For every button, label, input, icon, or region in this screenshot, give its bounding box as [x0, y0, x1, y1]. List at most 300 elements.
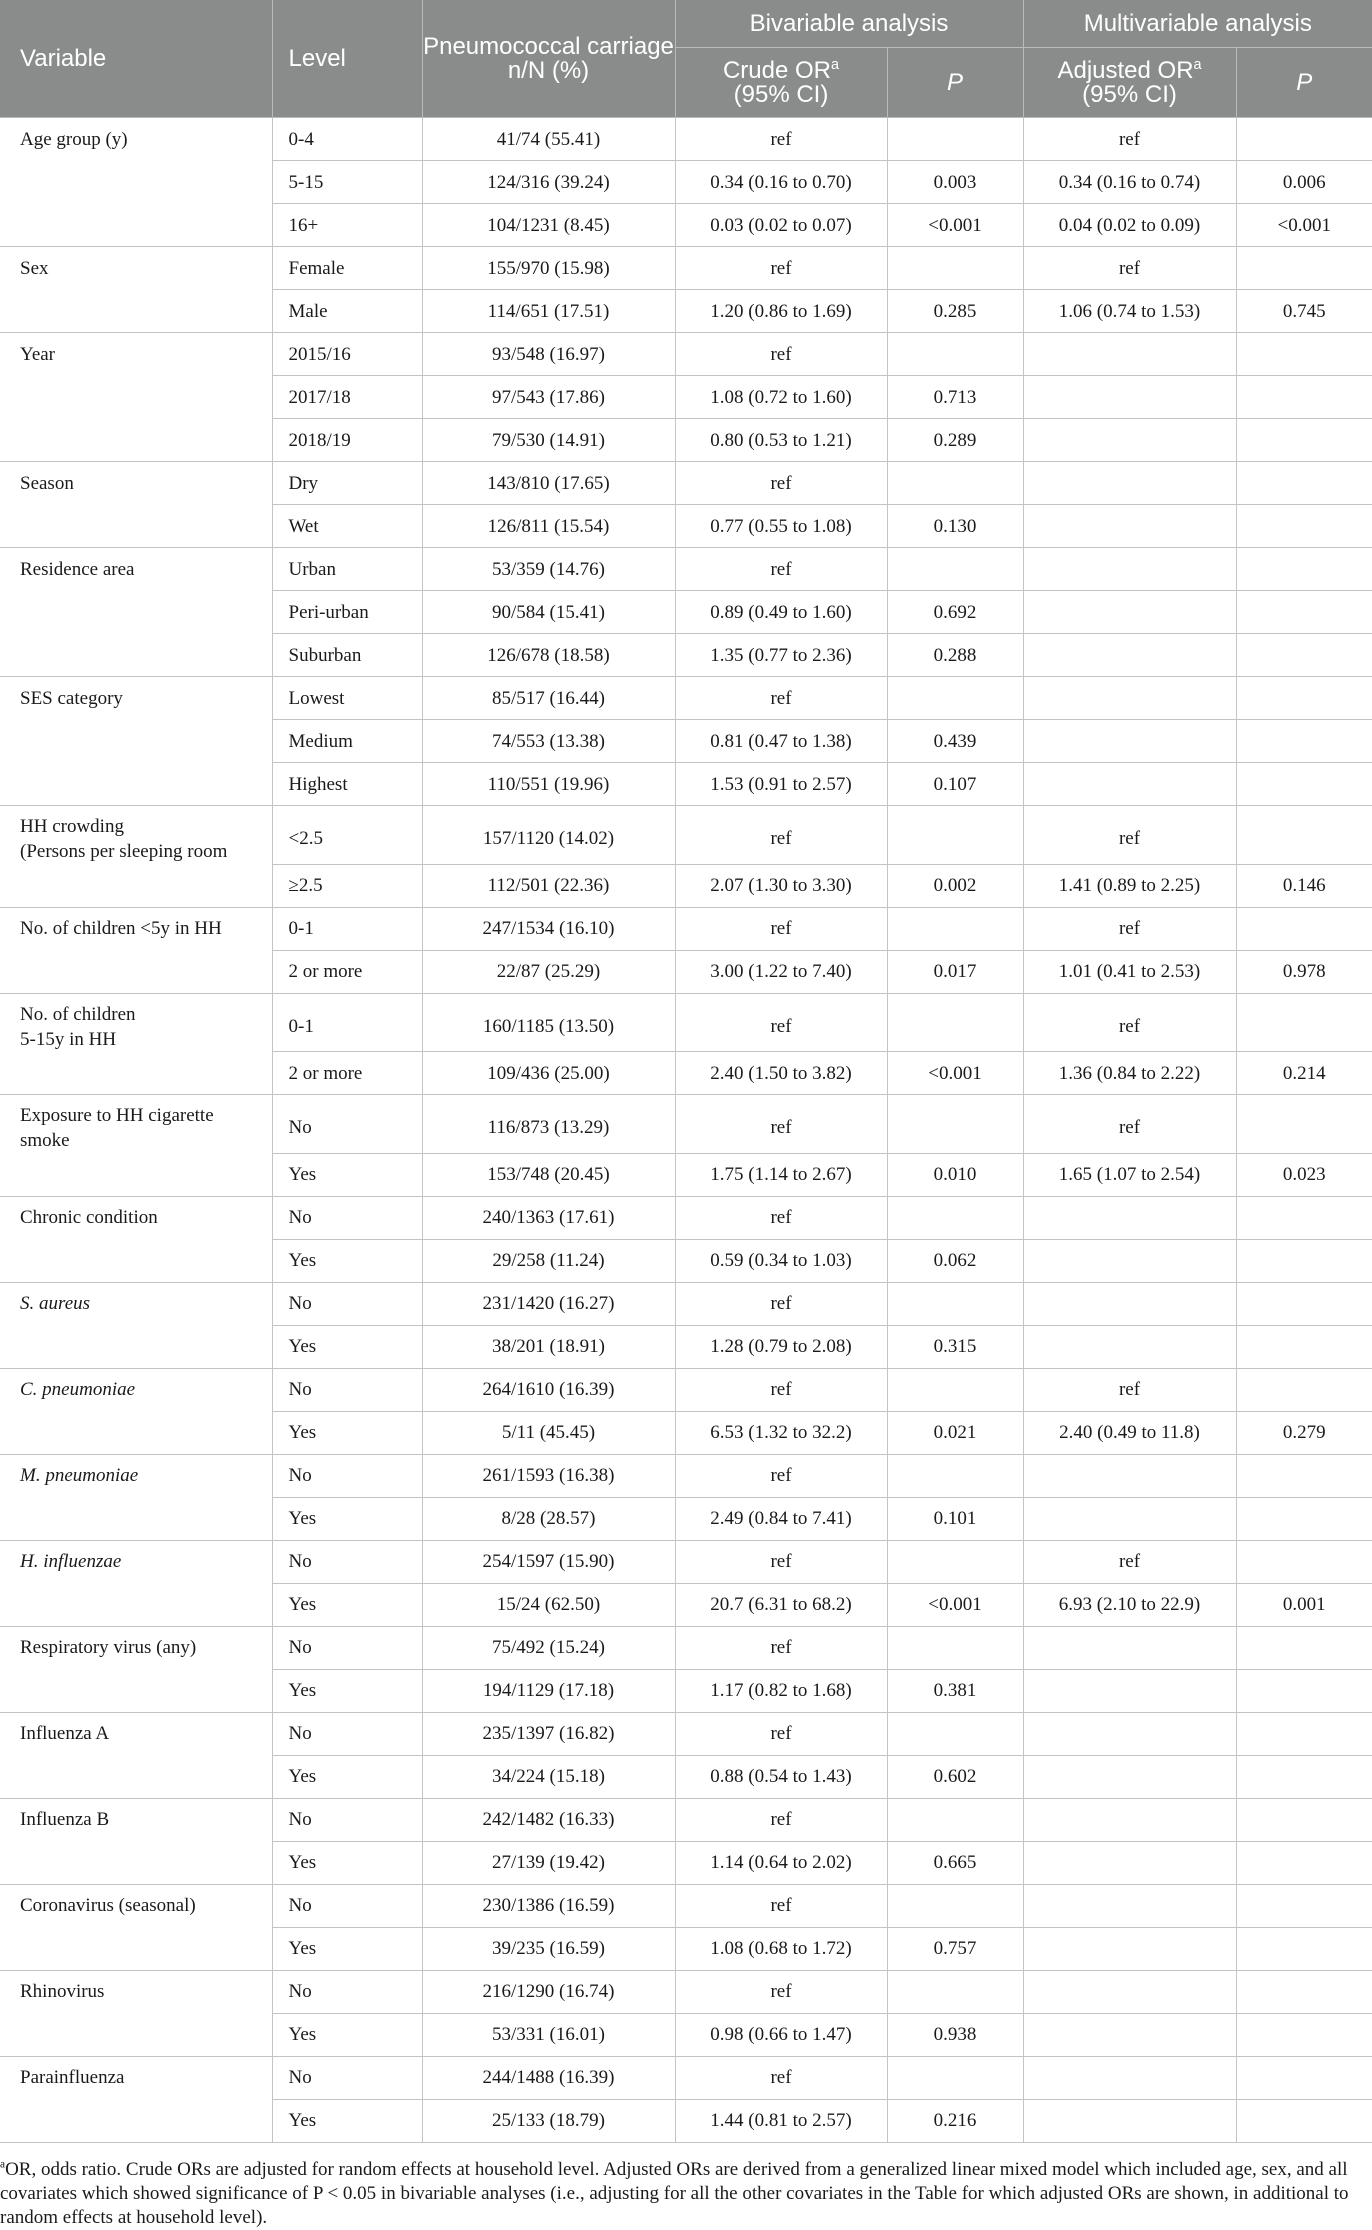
table-row	[0, 548, 1372, 591]
cell-crude-or: 1.14 (0.64 to 2.02)	[675, 1841, 887, 1884]
cell-p-multivariable: 0.001	[1236, 1583, 1372, 1626]
cell-adjusted-or: ref	[1023, 1095, 1236, 1154]
cell-p-bivariable	[887, 1095, 1023, 1154]
cell-carriage: 41/74 (55.41)	[422, 118, 675, 161]
cell-carriage: 261/1593 (16.38)	[422, 1454, 675, 1497]
cell-p-multivariable	[1236, 1669, 1372, 1712]
variable-label: C. pneumoniae	[20, 1379, 136, 1401]
cell-p-bivariable	[887, 462, 1023, 505]
cell-p-multivariable: 0.146	[1236, 864, 1372, 907]
cell-p-multivariable	[1236, 1798, 1372, 1841]
cell-level: No	[272, 1884, 422, 1927]
cell-crude-or: 1.08 (0.72 to 1.60)	[675, 376, 887, 419]
cell-p-multivariable	[1236, 1970, 1372, 2013]
cell-p-multivariable: 0.279	[1236, 1411, 1372, 1454]
cell-p-multivariable	[1236, 806, 1372, 865]
cell-level: Yes	[272, 1497, 422, 1540]
cell-level: No	[272, 1454, 422, 1497]
adjusted-or-ci: (95% CI)	[1082, 80, 1177, 108]
cell-p-multivariable	[1236, 462, 1372, 505]
cell-p-bivariable: 0.439	[887, 720, 1023, 763]
header-p-multivariable: P	[1236, 48, 1372, 118]
table-row	[0, 1282, 1372, 1325]
cell-variable	[0, 376, 272, 419]
cell-carriage: 230/1386 (16.59)	[422, 1884, 675, 1927]
cell-adjusted-or	[1023, 1970, 1236, 2013]
cell-p-multivariable	[1236, 1196, 1372, 1239]
cell-p-bivariable: 0.315	[887, 1325, 1023, 1368]
crude-or-sup: a	[831, 56, 840, 73]
footnote	[0, 2158, 1372, 2230]
cell-carriage: 15/24 (62.50)	[422, 1583, 675, 1626]
cell-carriage: 85/517 (16.44)	[422, 677, 675, 720]
cell-variable	[0, 1755, 272, 1798]
cell-adjusted-or	[1023, 2013, 1236, 2056]
cell-p-multivariable	[1236, 247, 1372, 290]
cell-variable	[0, 993, 272, 1052]
cell-crude-or: 20.7 (6.31 to 68.2)	[675, 1583, 887, 1626]
cell-variable	[0, 419, 272, 462]
cell-variable	[0, 1239, 272, 1282]
cell-variable	[0, 247, 272, 290]
cell-carriage: 90/584 (15.41)	[422, 591, 675, 634]
cell-variable	[0, 634, 272, 677]
cell-variable	[0, 462, 272, 505]
table-row	[0, 1755, 1372, 1798]
cell-p-bivariable	[887, 118, 1023, 161]
table-row	[0, 1798, 1372, 1841]
cell-p-multivariable: 0.745	[1236, 290, 1372, 333]
cell-adjusted-or: ref	[1023, 1368, 1236, 1411]
cell-p-bivariable: 0.002	[887, 864, 1023, 907]
adjusted-or-sup: a	[1193, 56, 1202, 73]
cell-carriage: 38/201 (18.91)	[422, 1325, 675, 1368]
cell-crude-or: ref	[675, 1095, 887, 1154]
cell-p-bivariable: 0.010	[887, 1153, 1023, 1196]
cell-carriage: 194/1129 (17.18)	[422, 1669, 675, 1712]
table-row	[0, 1841, 1372, 1884]
cell-level: Yes	[272, 1669, 422, 1712]
cell-adjusted-or	[1023, 1884, 1236, 1927]
cell-p-bivariable	[887, 1970, 1023, 2013]
table-row	[0, 993, 1372, 1052]
cell-crude-or: ref	[675, 1282, 887, 1325]
cell-crude-or: ref	[675, 1540, 887, 1583]
cell-variable	[0, 1626, 272, 1669]
cell-crude-or: ref	[675, 1712, 887, 1755]
cell-crude-or: ref	[675, 1454, 887, 1497]
variable-label: Influenza B	[20, 1809, 110, 1831]
cell-crude-or: ref	[675, 1626, 887, 1669]
cell-variable	[0, 950, 272, 993]
cell-p-bivariable: 0.285	[887, 290, 1023, 333]
cell-adjusted-or: ref	[1023, 993, 1236, 1052]
table-row	[0, 462, 1372, 505]
table-row	[0, 2056, 1372, 2099]
cell-p-multivariable	[1236, 376, 1372, 419]
header-level: Level	[272, 0, 422, 118]
cell-p-bivariable	[887, 247, 1023, 290]
cell-crude-or: 2.49 (0.84 to 7.41)	[675, 1497, 887, 1540]
cell-carriage: 216/1290 (16.74)	[422, 1970, 675, 2013]
cell-variable	[0, 2099, 272, 2142]
cell-level: 0-1	[272, 993, 422, 1052]
cell-adjusted-or: 1.36 (0.84 to 2.22)	[1023, 1052, 1236, 1095]
cell-variable	[0, 1497, 272, 1540]
cell-adjusted-or	[1023, 1196, 1236, 1239]
table-row	[0, 677, 1372, 720]
table-row	[0, 1325, 1372, 1368]
cell-level: Peri-urban	[272, 591, 422, 634]
variable-label-line2: (Persons per sleeping room	[20, 841, 228, 862]
cell-carriage: 29/258 (11.24)	[422, 1239, 675, 1282]
cell-p-bivariable: <0.001	[887, 1052, 1023, 1095]
cell-p-multivariable: <0.001	[1236, 204, 1372, 247]
cell-crude-or: ref	[675, 2056, 887, 2099]
cell-level: No	[272, 1970, 422, 2013]
cell-carriage: 5/11 (45.45)	[422, 1411, 675, 1454]
cell-level: No	[272, 2056, 422, 2099]
cell-p-bivariable	[887, 1712, 1023, 1755]
cell-p-bivariable	[887, 1884, 1023, 1927]
cell-adjusted-or: ref	[1023, 118, 1236, 161]
table-row	[0, 1095, 1372, 1154]
cell-p-multivariable	[1236, 2099, 1372, 2142]
table-row	[0, 204, 1372, 247]
cell-carriage: 116/873 (13.29)	[422, 1095, 675, 1154]
cell-crude-or: ref	[675, 247, 887, 290]
cell-p-multivariable	[1236, 1095, 1372, 1154]
table-row	[0, 950, 1372, 993]
cell-p-bivariable	[887, 677, 1023, 720]
cell-crude-or: ref	[675, 1196, 887, 1239]
cell-carriage: 264/1610 (16.39)	[422, 1368, 675, 1411]
cell-variable	[0, 161, 272, 204]
cell-adjusted-or	[1023, 376, 1236, 419]
cell-carriage: 97/543 (17.86)	[422, 376, 675, 419]
cell-crude-or: 1.53 (0.91 to 2.57)	[675, 763, 887, 806]
cell-crude-or: 6.53 (1.32 to 32.2)	[675, 1411, 887, 1454]
cell-variable	[0, 1052, 272, 1095]
table-row	[0, 1239, 1372, 1282]
cell-level: No	[272, 1540, 422, 1583]
cell-p-multivariable	[1236, 1239, 1372, 1282]
variable-label: Parainfluenza	[20, 2067, 125, 2089]
cell-variable	[0, 864, 272, 907]
cell-adjusted-or	[1023, 1712, 1236, 1755]
cell-level: Highest	[272, 763, 422, 806]
table-row	[0, 1669, 1372, 1712]
cell-p-multivariable	[1236, 1368, 1372, 1411]
table-row	[0, 1411, 1372, 1454]
cell-p-bivariable	[887, 907, 1023, 950]
cell-crude-or: ref	[675, 993, 887, 1052]
cell-crude-or: 0.59 (0.34 to 1.03)	[675, 1239, 887, 1282]
cell-p-bivariable	[887, 1368, 1023, 1411]
cell-variable	[0, 806, 272, 865]
variable-label: Exposure to HH cigarette	[20, 1105, 214, 1126]
cell-carriage: 126/678 (18.58)	[422, 634, 675, 677]
cell-level: Dry	[272, 462, 422, 505]
cell-variable	[0, 1927, 272, 1970]
cell-carriage: 231/1420 (16.27)	[422, 1282, 675, 1325]
cell-p-bivariable	[887, 1454, 1023, 1497]
cell-p-multivariable	[1236, 1626, 1372, 1669]
cell-variable	[0, 1153, 272, 1196]
cell-crude-or: ref	[675, 1884, 887, 1927]
cell-level: Female	[272, 247, 422, 290]
table-row	[0, 1884, 1372, 1927]
cell-carriage: 242/1482 (16.33)	[422, 1798, 675, 1841]
cell-p-bivariable: 0.665	[887, 1841, 1023, 1884]
cell-crude-or: 0.88 (0.54 to 1.43)	[675, 1755, 887, 1798]
cell-level: No	[272, 1712, 422, 1755]
cell-crude-or: ref	[675, 1970, 887, 2013]
cell-carriage: 157/1120 (14.02)	[422, 806, 675, 865]
header-variable: Variable	[0, 0, 272, 118]
cell-level: Yes	[272, 1583, 422, 1626]
cell-p-bivariable: 0.938	[887, 2013, 1023, 2056]
cell-variable	[0, 1970, 272, 2013]
cell-level: Wet	[272, 505, 422, 548]
cell-adjusted-or: ref	[1023, 1540, 1236, 1583]
table-row	[0, 634, 1372, 677]
variable-label: Year	[20, 343, 56, 365]
cell-adjusted-or: ref	[1023, 247, 1236, 290]
cell-crude-or: 1.20 (0.86 to 1.69)	[675, 290, 887, 333]
cell-adjusted-or	[1023, 1669, 1236, 1712]
cell-carriage: 114/651 (17.51)	[422, 290, 675, 333]
cell-adjusted-or	[1023, 505, 1236, 548]
header-crude-or	[675, 48, 887, 118]
cell-crude-or: 0.80 (0.53 to 1.21)	[675, 419, 887, 462]
cell-p-bivariable	[887, 1626, 1023, 1669]
cell-p-multivariable	[1236, 720, 1372, 763]
cell-p-multivariable	[1236, 1282, 1372, 1325]
cell-p-bivariable: 0.381	[887, 1669, 1023, 1712]
cell-adjusted-or: ref	[1023, 907, 1236, 950]
cell-level: Urban	[272, 548, 422, 591]
cell-p-multivariable: 0.023	[1236, 1153, 1372, 1196]
cell-carriage: 143/810 (17.65)	[422, 462, 675, 505]
cell-level: No	[272, 1196, 422, 1239]
variable-label: Season	[20, 472, 74, 494]
cell-adjusted-or: 0.34 (0.16 to 0.74)	[1023, 161, 1236, 204]
cell-carriage: 244/1488 (16.39)	[422, 2056, 675, 2099]
cell-carriage: 8/28 (28.57)	[422, 1497, 675, 1540]
cell-p-multivariable	[1236, 907, 1372, 950]
cell-carriage: 235/1397 (16.82)	[422, 1712, 675, 1755]
cell-adjusted-or	[1023, 1497, 1236, 1540]
cell-p-bivariable	[887, 548, 1023, 591]
cell-variable	[0, 290, 272, 333]
cell-adjusted-or	[1023, 677, 1236, 720]
adjusted-or-label: Adjusted OR	[1057, 56, 1194, 84]
table-row	[0, 1497, 1372, 1540]
cell-p-bivariable: <0.001	[887, 204, 1023, 247]
table-row	[0, 1712, 1372, 1755]
cell-variable	[0, 1368, 272, 1411]
cell-crude-or: 1.08 (0.68 to 1.72)	[675, 1927, 887, 1970]
cell-p-bivariable: 0.713	[887, 376, 1023, 419]
cell-p-multivariable	[1236, 118, 1372, 161]
cell-variable	[0, 1411, 272, 1454]
variable-label: No. of children <5y in HH	[20, 918, 222, 940]
table-row	[0, 864, 1372, 907]
variable-label: No. of children	[20, 1003, 136, 1025]
cell-level: 2015/16	[272, 333, 422, 376]
table-row	[0, 290, 1372, 333]
cell-adjusted-or	[1023, 333, 1236, 376]
footnote-text	[0, 2158, 1372, 2230]
cell-p-multivariable	[1236, 591, 1372, 634]
cell-level: No	[272, 1626, 422, 1669]
variable-label: Rhinovirus	[20, 1981, 105, 2003]
cell-adjusted-or	[1023, 1239, 1236, 1282]
table-row	[0, 2099, 1372, 2142]
cell-crude-or: ref	[675, 333, 887, 376]
cell-level: Yes	[272, 1325, 422, 1368]
cell-variable	[0, 1325, 272, 1368]
cell-p-bivariable	[887, 1798, 1023, 1841]
cell-variable	[0, 333, 272, 376]
variable-label-line2: 5-15y in HH	[20, 1028, 117, 1050]
cell-level: Yes	[272, 1153, 422, 1196]
cell-variable	[0, 2013, 272, 2056]
cell-adjusted-or	[1023, 763, 1236, 806]
table-row	[0, 591, 1372, 634]
cell-p-multivariable	[1236, 1712, 1372, 1755]
cell-level: 2 or more	[272, 1052, 422, 1095]
table-row	[0, 763, 1372, 806]
variable-label: S. aureus	[20, 1293, 91, 1315]
cell-p-bivariable: 0.021	[887, 1411, 1023, 1454]
table-row	[0, 806, 1372, 865]
table-row	[0, 1196, 1372, 1239]
cell-carriage: 53/359 (14.76)	[422, 548, 675, 591]
cell-carriage: 247/1534 (16.10)	[422, 907, 675, 950]
cell-carriage: 126/811 (15.54)	[422, 505, 675, 548]
cell-carriage: 27/139 (19.42)	[422, 1841, 675, 1884]
variable-label: M. pneumoniae	[20, 1465, 139, 1487]
variable-label: H. influenzae	[20, 1551, 122, 1573]
cell-p-bivariable	[887, 333, 1023, 376]
header-bivariable: Bivariable analysis	[675, 0, 1023, 48]
cell-carriage: 160/1185 (13.50)	[422, 993, 675, 1052]
cell-p-multivariable	[1236, 1927, 1372, 1970]
variable-label-line2: smoke	[20, 1130, 70, 1151]
header-carriage: Pneumococcal carriage n/N (%)	[422, 0, 675, 118]
cell-variable	[0, 763, 272, 806]
cell-p-multivariable	[1236, 2056, 1372, 2099]
footnote-body: OR, odds ratio. Crude ORs are adjusted for random effects at household level. Adjusted ORs are derived from a generalized linear mixed model which included age, sex, and all covariates which showed significance of P < 0.05 in bivariable analyses (i.e., adjusting for all the other covariates in the Table for which adjusted ORs are shown, in additional to random effects at household level).	[0, 2159, 1349, 2228]
cell-p-bivariable: 0.101	[887, 1497, 1023, 1540]
cell-p-multivariable	[1236, 333, 1372, 376]
cell-carriage: 112/501 (22.36)	[422, 864, 675, 907]
cell-level: No	[272, 1368, 422, 1411]
cell-p-bivariable	[887, 806, 1023, 865]
cell-adjusted-or	[1023, 419, 1236, 462]
cell-adjusted-or	[1023, 1626, 1236, 1669]
cell-p-bivariable: 0.289	[887, 419, 1023, 462]
header-multivariable: Multivariable analysis	[1023, 0, 1372, 48]
cell-level: 0-1	[272, 907, 422, 950]
cell-p-multivariable	[1236, 993, 1372, 1052]
cell-p-multivariable: 0.214	[1236, 1052, 1372, 1095]
table-row	[0, 1540, 1372, 1583]
cell-level: Male	[272, 290, 422, 333]
cell-p-bivariable: 0.017	[887, 950, 1023, 993]
cell-carriage: 34/224 (15.18)	[422, 1755, 675, 1798]
table-row	[0, 1626, 1372, 1669]
cell-level: Yes	[272, 2013, 422, 2056]
variable-label: Sex	[20, 257, 49, 279]
cell-p-bivariable: 0.216	[887, 2099, 1023, 2142]
cell-p-multivariable: 0.978	[1236, 950, 1372, 993]
cell-crude-or: 2.40 (1.50 to 3.82)	[675, 1052, 887, 1095]
cell-adjusted-or	[1023, 720, 1236, 763]
cell-level: ≥2.5	[272, 864, 422, 907]
cell-adjusted-or	[1023, 1798, 1236, 1841]
crude-or-label: Crude OR	[722, 56, 832, 84]
cell-carriage: 240/1363 (17.61)	[422, 1196, 675, 1239]
cell-adjusted-or: 1.41 (0.89 to 2.25)	[1023, 864, 1236, 907]
cell-adjusted-or	[1023, 1927, 1236, 1970]
cell-level: Lowest	[272, 677, 422, 720]
cell-crude-or: 1.28 (0.79 to 2.08)	[675, 1325, 887, 1368]
cell-crude-or: 0.98 (0.66 to 1.47)	[675, 2013, 887, 2056]
cell-level: Yes	[272, 2099, 422, 2142]
cell-variable	[0, 1095, 272, 1154]
cell-p-multivariable	[1236, 548, 1372, 591]
cell-level: <2.5	[272, 806, 422, 865]
cell-adjusted-or: 0.04 (0.02 to 0.09)	[1023, 204, 1236, 247]
table-row	[0, 118, 1372, 161]
cell-variable	[0, 505, 272, 548]
variable-label: Age group (y)	[20, 128, 128, 150]
cell-crude-or: 0.34 (0.16 to 0.70)	[675, 161, 887, 204]
cell-p-bivariable	[887, 1540, 1023, 1583]
cell-carriage: 79/530 (14.91)	[422, 419, 675, 462]
cell-variable	[0, 1712, 272, 1755]
cell-carriage: 104/1231 (8.45)	[422, 204, 675, 247]
cell-adjusted-or	[1023, 2099, 1236, 2142]
cell-level: 16+	[272, 204, 422, 247]
cell-crude-or: 3.00 (1.22 to 7.40)	[675, 950, 887, 993]
cell-adjusted-or	[1023, 634, 1236, 677]
cell-p-multivariable	[1236, 1325, 1372, 1368]
cell-p-multivariable	[1236, 419, 1372, 462]
cell-crude-or: ref	[675, 677, 887, 720]
table-row	[0, 161, 1372, 204]
cell-p-multivariable	[1236, 677, 1372, 720]
cell-crude-or: 1.35 (0.77 to 2.36)	[675, 634, 887, 677]
cell-adjusted-or	[1023, 548, 1236, 591]
cell-carriage: 153/748 (20.45)	[422, 1153, 675, 1196]
cell-p-bivariable: 0.692	[887, 591, 1023, 634]
cell-carriage: 254/1597 (15.90)	[422, 1540, 675, 1583]
cell-p-bivariable	[887, 2056, 1023, 2099]
table-row	[0, 1454, 1372, 1497]
crude-or-ci: (95% CI)	[733, 80, 829, 108]
cell-crude-or: 1.75 (1.14 to 2.67)	[675, 1153, 887, 1196]
cell-adjusted-or: 2.40 (0.49 to 11.8)	[1023, 1411, 1236, 1454]
table-body	[0, 118, 1372, 2143]
cell-carriage: 93/548 (16.97)	[422, 333, 675, 376]
cell-carriage: 124/316 (39.24)	[422, 161, 675, 204]
cell-variable	[0, 591, 272, 634]
cell-variable	[0, 204, 272, 247]
